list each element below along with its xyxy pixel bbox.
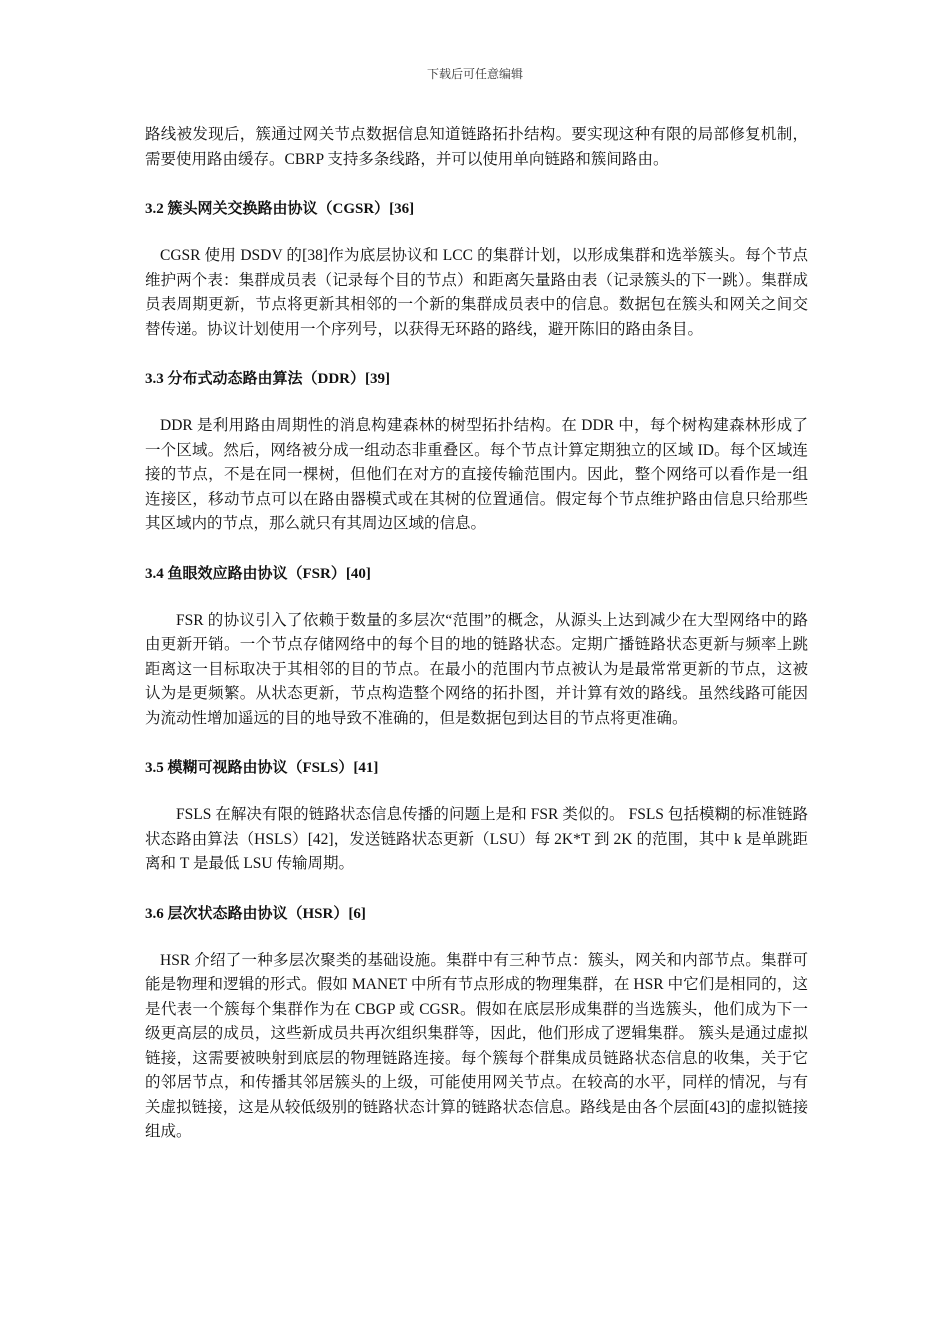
section-heading-hsr: 3.6 层次状态路由协议（HSR）[6] (145, 905, 366, 922)
section-heading-cgsr: 3.2 簇头网关交换路由协议（CGSR）[36] (145, 201, 415, 217)
section-paragraph-fsr: FSR 的协议引入了依赖于数量的多层次“范围”的概念，从源头上达到减少在大型网络中的路由更新开销。一个节点存储网络中的每个目的地的链路状态。定期广播链路状态更新与频率上跳距离这一目标取决于其相邻的目的节点。在最小的范围内节点被认为是最常常更新的节点，这被认为是更频繁。从状态更新，节点构造整个网络的拓扑图，并计算有效的路线。虽然线路可能因为流动性增加遥远的目的地导致不准确的，但是数据包到达目的节点将更准确。 (145, 611, 808, 727)
page-header: 下载后可任意编辑 (426, 67, 523, 81)
section-paragraph-cgsr: CGSR 使用 DSDV 的[38]作为底层协议和 LCC 的集群计划，以形成集群和选举簇头。每个节点维护两个表：集群成员表（记录每个目的节点）和距离矢量路由表（记录簇头的下一跳）。集群成员表周期更新，节点将更新其相邻的一个新的集群成员表中的信息。数据包在簇头和网关之间交替传递。协议计划使用一个序列号，以获得无环路的路线，避开陈旧的路由条目。 (145, 247, 808, 338)
section-heading-fsr: 3.4 鱼眼效应路由协议（FSR）[40] (145, 565, 371, 582)
document-body (145, 123, 808, 1145)
intro-paragraph: 路线被发现后，簇通过网关节点数据信息知道链路拓扑结构。要实现这种有限的局部修复机制，需要使用路由缓存。CBRP 支持多条线路，并可以使用单向链路和簇间路由。 (145, 126, 808, 168)
section-paragraph-ddr: DDR 是利用路由周期性的消息构建森林的树型拓扑结构。在 DDR 中，每个树构建森林形成了一个区域。然后，网络被分成一组动态非重叠区。每个节点计算定期独立的区域 ID。每个区域连接的节点，不是在同一棵树，但他们在对方的直接传输范围内。因此，整个网络可以看作是一组连接区，移动节点可以在路由器模式或在其树的位置通信。假定每个节点维护路由信息只给那些其区域内的节点，那么就只有其周边区域的信息。 (145, 417, 808, 532)
section-paragraph-hsr: HSR 介绍了一种多层次聚类的基础设施。集群中有三种节点：簇头，网关和内部节点。集群可能是物理和逻辑的形式。假如 MANET 中所有节点形成的物理集群，在 HSR 中它们是相同的，这是代表一个簇每个集群作为在 CBGP 或 CGSR。假如在底层形成集群的当选簇头，他们成为下一级更高层的成员，这些新成员共再次组织集群等，因此，他们形成了逻辑集群。 簇头是通过虚拟链接，这需要被映射到底层的物理链路连接。每个簇每个群集成员链路状态信息的收集，关于它的邻居节点，和传播其邻居簇头的上级，可能使用网关节点。在较高的水平，同样的情况，与有关虚拟链接，这是从较低级别的链路状态计算的链路状态信息。路线是由各个层面[43]的虚拟链接组成。 (145, 951, 808, 1140)
section-paragraph-fsls: FSLS 在解决有限的链路状态信息传播的问题上是和 FSR 类似的。 FSLS 包括模糊的标准链路状态路由算法（HSLS）[42]，发送链路状态更新（LSU）每 2K*T 到 2K 的范围，其中 k 是单跳距离和 T 是最低 LSU 传输周期。 (145, 806, 808, 872)
section-heading-fsls: 3.5 模糊可视路由协议（FSLS）[41] (145, 760, 379, 776)
section-heading-ddr: 3.3 分布式动态路由算法（DDR）[39] (145, 371, 390, 387)
